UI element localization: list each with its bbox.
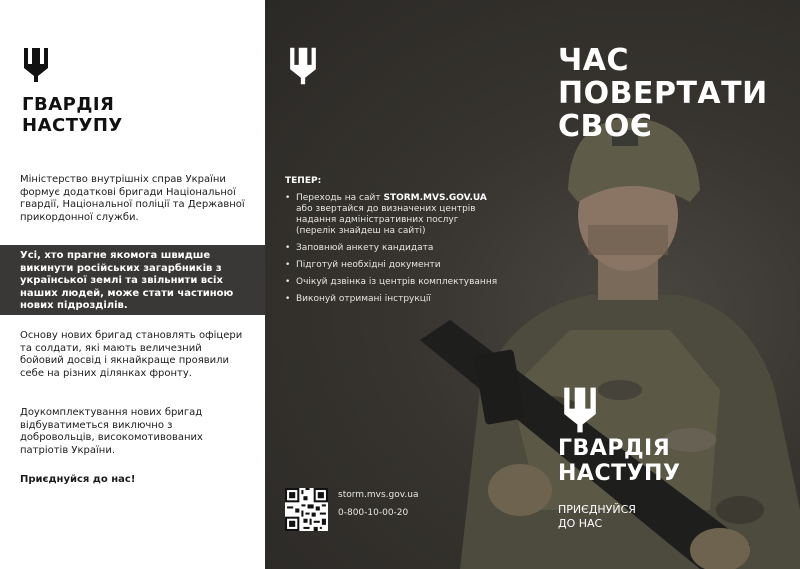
step-item: • Заповнюй анкету кандидата [285, 243, 500, 254]
steps-title: ТЕПЕР: [285, 176, 322, 186]
join-line-2: ДО НАС [558, 517, 603, 530]
headline-line-1: ЧАС [558, 43, 629, 78]
trident-logo-icon [558, 385, 602, 435]
brand-title-large [558, 436, 680, 486]
left-panel [0, 0, 265, 569]
brigades-paragraph: Основу нових бригад становлять офіцери та солдати, які мають величезний бойовий досвід і якнайкраще проявили себе на різних ділянках фронту. [20, 330, 243, 379]
headline-line-3: СВОЄ [558, 109, 653, 144]
headline [558, 44, 768, 143]
trident-logo-icon [288, 45, 318, 87]
trident-logo-icon [22, 46, 50, 84]
brand-title [22, 94, 123, 136]
soldier-photo [420, 90, 800, 569]
volunteers-paragraph: Доукомплектування нових бригад відбуватиметься виключно з добровольців, високомотивованих патріотів України. [20, 407, 203, 456]
phone-number[interactable]: 0-800-10-00-20 [338, 508, 409, 518]
step-1-prefix: Переходь на сайт [296, 193, 381, 203]
headline-line-2: ПОВЕРТАТИ [558, 76, 768, 111]
join-us-text [558, 503, 636, 531]
website-link[interactable]: STORM.MVS.GOV.UA [383, 193, 487, 203]
step-item [285, 193, 500, 237]
step-item: • Виконуй отримані інструкції [285, 294, 500, 305]
brand-line-1: ГВАРДІЯ [22, 94, 115, 115]
step-1-suffix: або звертайся до визначених центрів надання адміністративних послуг (перелік знайдеш на сайті) [296, 204, 476, 236]
brand-line-2: НАСТУПУ [558, 461, 681, 486]
intro-paragraph: Міністерство внутрішніх справ України формує додаткові бригади Національної гвардії, Національної поліції та Державної прикордонної служби. [20, 174, 245, 223]
step-item: • Підготуй необхідні документи [285, 260, 500, 271]
step-item: • Очікуй дзвінка із центрів комплектування [285, 277, 500, 288]
join-callout: Приєднуйся до нас! [20, 474, 136, 485]
qr-code-icon[interactable] [285, 488, 328, 531]
steps-list [285, 193, 500, 311]
brand-line-2: НАСТУПУ [22, 115, 123, 136]
contact-info [338, 486, 418, 522]
brand-line-1: ГВАРДІЯ [558, 436, 671, 461]
website-url[interactable]: storm.mvs.gov.ua [338, 490, 419, 500]
highlight-paragraph: Усі, хто прагне якомога швидше викинути російських загарбників з української землі та звільнити всіх наших людей, може стати частиною нових підрозділів. [20, 250, 234, 311]
join-line-1: ПРИЄДНУЙСЯ [558, 503, 636, 516]
